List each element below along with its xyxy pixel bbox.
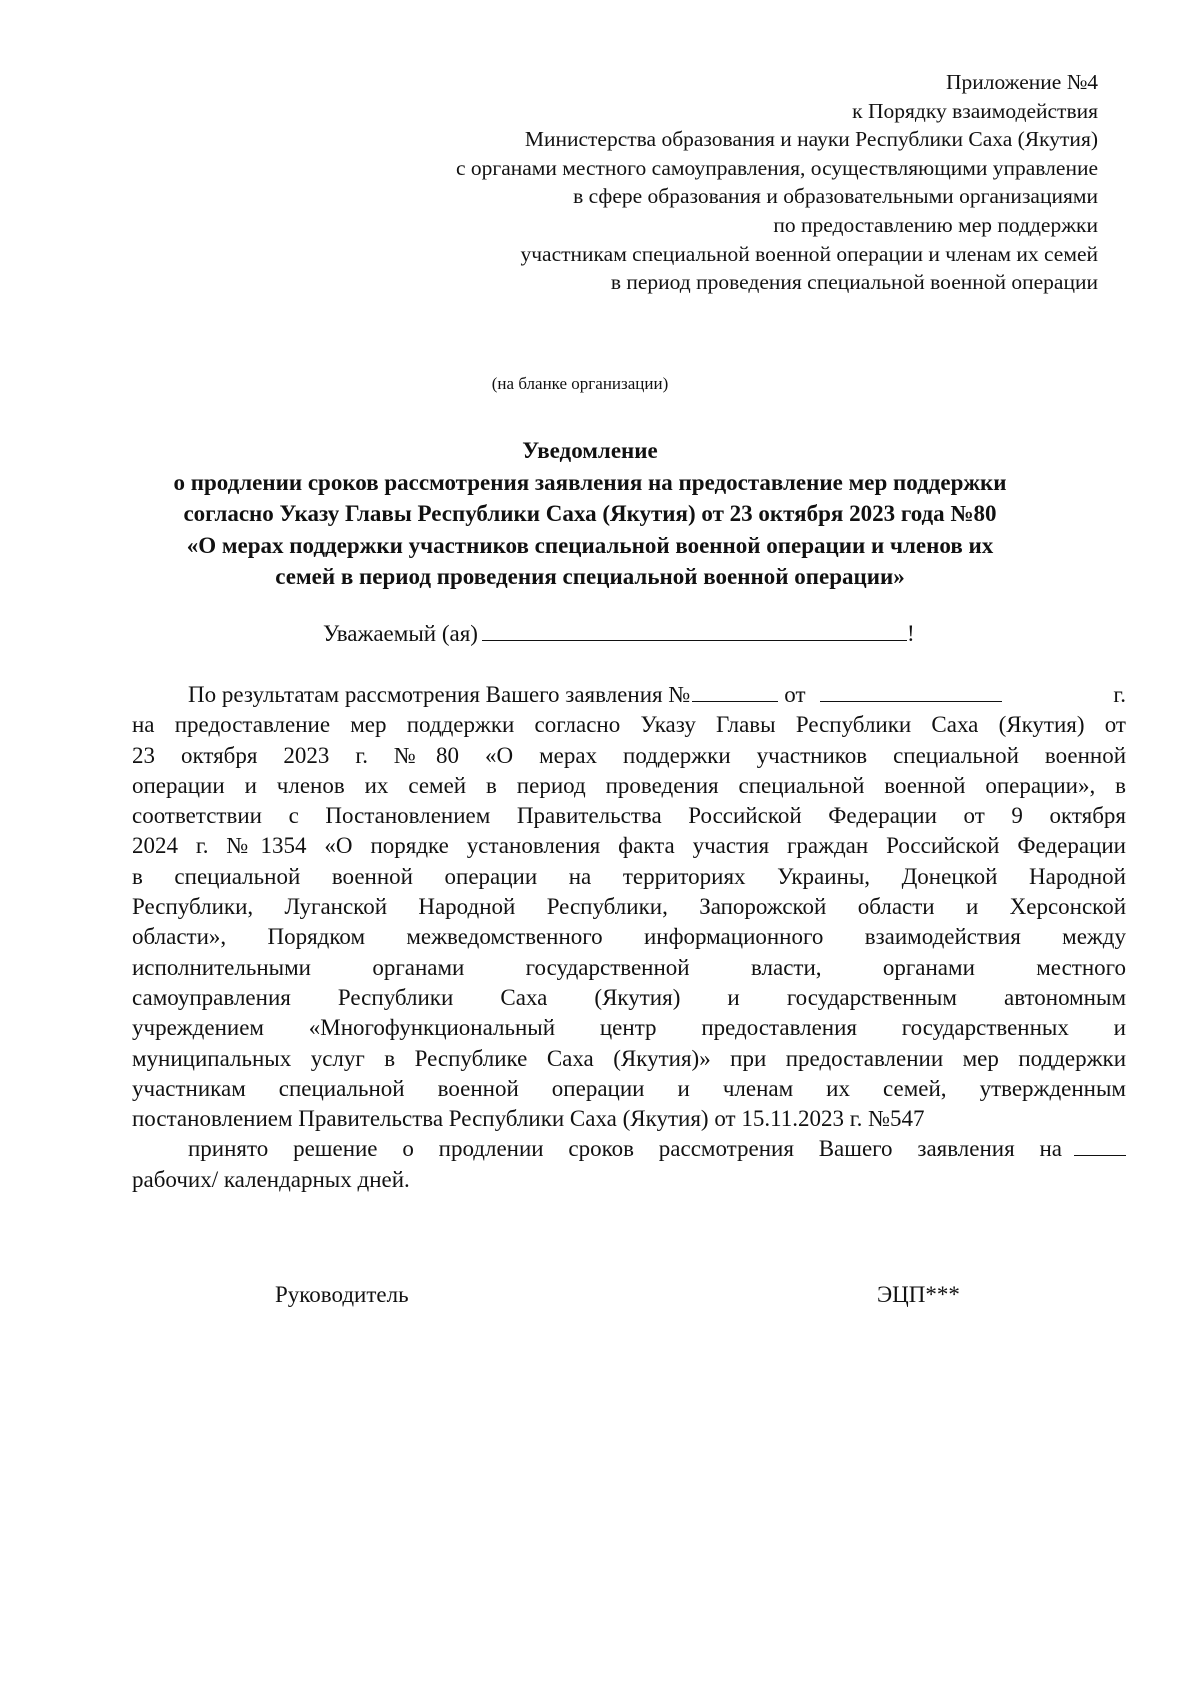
recipient-name-blank[interactable] xyxy=(482,618,907,641)
body-line: самоуправления Республики Саха (Якутия) и государственным автономным xyxy=(132,984,1126,1010)
body-line: операции и членов их семей в период проведения специальной военной операции», в xyxy=(132,772,1126,798)
salutation-suffix: ! xyxy=(906,621,915,646)
appendix-line: Приложение №4 xyxy=(945,70,1098,94)
title-line: согласно Указу Главы Республики Саха (Якутия) от 23 октября 2023 года №80 xyxy=(183,501,997,526)
body-line: области», Порядком межведомственного информационного взаимодействия между xyxy=(132,924,1126,950)
appendix-line: с органами местного самоуправления, осуществляющими управление xyxy=(455,155,1098,180)
body-line: на предоставление мер поддержки согласно Указу Главы Республики Саха (Якутия) от xyxy=(132,712,1126,738)
body-line: постановлением Правительства Республики Саха (Якутия) от 15.11.2023 г. №547 xyxy=(132,1106,925,1132)
notice-body xyxy=(132,680,1126,1195)
application-date-blank[interactable] xyxy=(820,681,1002,702)
decision-end: рабочих/ календарных дней. xyxy=(132,1166,410,1192)
body-line: 2024 г. №1354 «О порядке установления факта участия граждан Российской Федерации xyxy=(132,833,1126,859)
appendix-line: в период проведения специальной военной операции xyxy=(610,270,1098,295)
body-line: исполнительными органами государственной власти, органами местного xyxy=(132,954,1126,980)
body-line: соответствии с Постановлением Правительства Российской Федерации от 9 октября xyxy=(132,803,1126,829)
body-line: муниципальных услуг в Республике Саха (Якутия)» при предоставлении мер поддержки xyxy=(132,1045,1126,1071)
appendix-header xyxy=(198,68,1098,297)
title-heading: Уведомление xyxy=(522,438,658,463)
body-first-line xyxy=(132,680,1126,710)
body-line: участникам специальной военной операции и членам их семей, утвержденным xyxy=(132,1075,1126,1101)
appendix-line: к Порядку взаимодействия xyxy=(852,98,1098,123)
title-line: о продлении сроков рассмотрения заявления на предоставление мер поддержки xyxy=(173,469,1007,495)
appendix-line: по предоставлению мер поддержки xyxy=(773,212,1098,237)
electronic-signature-mark: ЭЦП*** xyxy=(877,1282,960,1307)
application-prefix: По результатам рассмотрения Вашего заявления № xyxy=(188,682,691,707)
decision-line xyxy=(132,1134,1126,1164)
body-line: Республики, Луганской Народной Республики, Запорожской области и Херсонской xyxy=(132,894,1126,920)
signatory-role: Руководитель xyxy=(275,1282,409,1307)
title-line: «О мерах поддержки участников специальной военной операции и членов их xyxy=(186,532,994,558)
decision-text: принято решение о продлении сроков рассмотрения Вашего заявления на xyxy=(188,1136,1062,1162)
body-line: в специальной военной операции на территориях Украины, Донецкой Народной xyxy=(132,863,1126,889)
salutation-prefix: Уважаемый (ая) xyxy=(323,621,478,646)
salutation xyxy=(323,618,915,649)
date-from-label: от xyxy=(784,682,806,707)
document-title xyxy=(110,435,1070,593)
appendix-line: Министерства образования и науки Республики Саха (Якутия) xyxy=(524,127,1098,152)
body-line: учреждением «Многофункциональный центр предоставления государственных и xyxy=(132,1015,1126,1041)
application-number-blank[interactable] xyxy=(692,681,778,702)
appendix-line: участникам специальной военной операции и членам их семей xyxy=(520,241,1098,266)
appendix-line: в сфере образования и образовательными организациями xyxy=(573,184,1098,209)
days-count-blank[interactable] xyxy=(1074,1135,1126,1156)
body-line: 23 октября 2023 г. №80 «О мерах поддержки участников специальной военной xyxy=(132,742,1126,768)
year-suffix: г. xyxy=(1113,682,1126,707)
letterhead-note: (на бланке организации) xyxy=(491,374,669,393)
title-line: семей в период проведения специальной военной операции» xyxy=(275,564,905,589)
